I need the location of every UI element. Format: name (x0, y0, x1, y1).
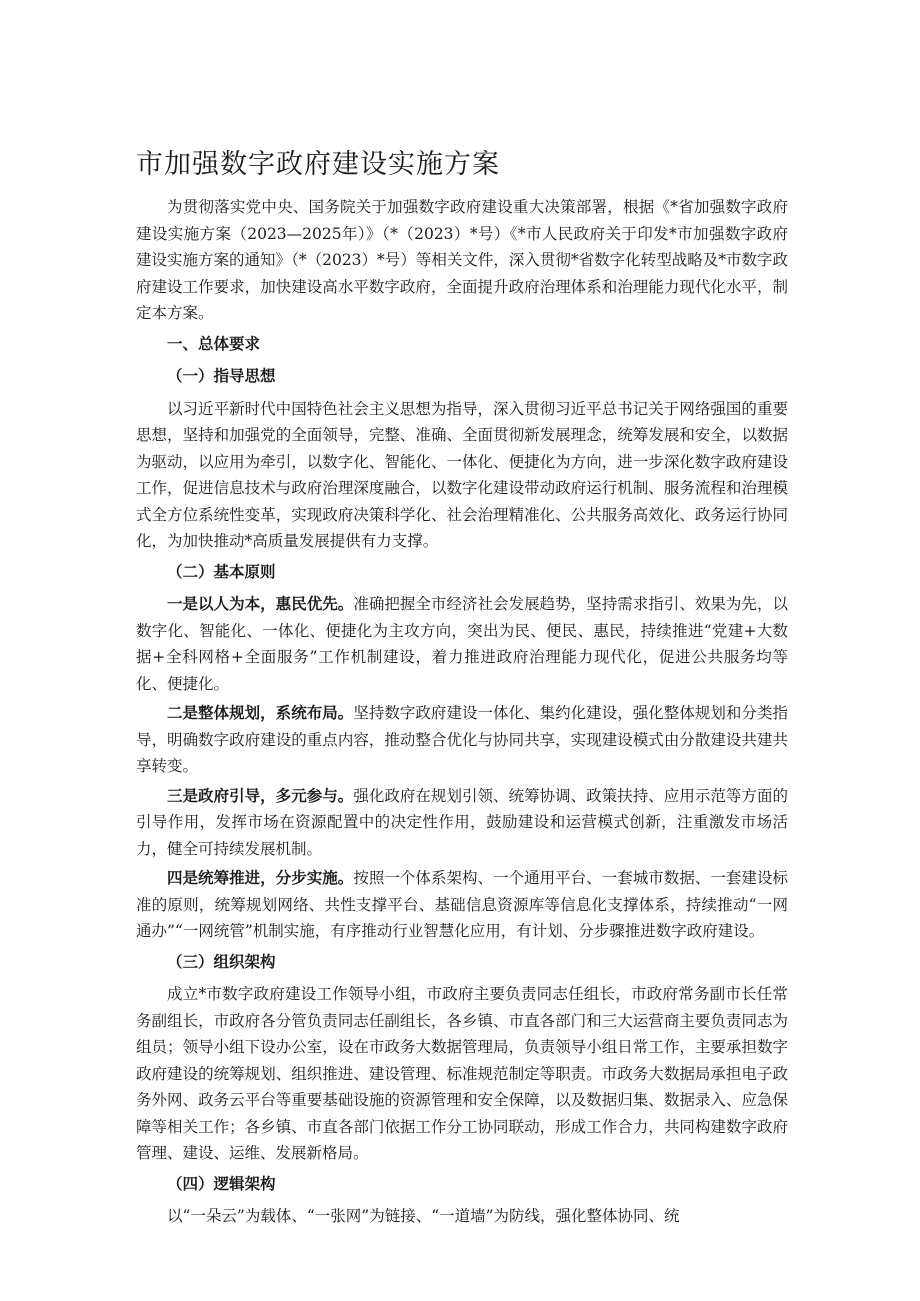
principle-lead: 四是统筹推进，分步实施。 (167, 869, 354, 887)
intro-paragraph: 为贯彻落实党中央、国务院关于加强数字政府建设重大决策部署，根据《*省加强数字政府建设实施方案（2023—2025年）》（*（2023）*号）《*市人民政府关于印发*市加强数字政府建设实施方案的通知》（*（2023）*号）等相关文件，深入贯彻*省数字化转型战略及*市数字政府建设工作要求，加快建设高水平数字政府，全面提升政府治理体系和治理能力现代化水平，制定本方案。 (136, 198, 788, 322)
subsection-heading-organization: （三）组织架构 (167, 952, 276, 971)
principle-text: 准确把握全市经济社会发展趋势，坚持需求指引、效果为先，以数字化、智能化、一体化、便捷化为主攻方向，突出为民、便民、惠民，持续推进“党建+大数据+全科网格+全面服务”工作机制建设，着力推进政府治理能力现代化，促进公共服务均等化、便捷化。 (136, 595, 788, 693)
principle-text: 强化政府在规划引领、统筹协调、政策扶持、应用示范等方面的引导作用，发挥市场在资源配置中的决定性作用，鼓励建设和运营模式创新，注重激发市场活力，健全可持续发展机制。 (136, 786, 788, 858)
organization-paragraph: 成立*市数字政府建设工作领导小组，市政府主要负责同志任组长，市政府常务副市长任常务副组长，市政府各分管负责同志任副组长，各乡镇、市直各部门和三大运营商主要负责同志为组员；领导小组下设办公室，设在市政务大数据管理局，负责领导小组日常工作，主要承担数字政府建设的统筹规划、组织推进、建设管理、标准规范制定等职责。市政务大数据局承担电子政务外网、政务云平台等重要基础设施的资源管理和安全保障，以及数据归集、数据录入、应急保障等相关工作；各乡镇、市直各部门依据工作分工协同联动，形成工作合力，共同构建数字政府管理、建设、运维、发展新格局。 (136, 985, 788, 1162)
document-title: 市加强数字政府建设实施方案 (136, 149, 500, 180)
subsection-heading-logic: （四）逻辑架构 (167, 1174, 276, 1193)
principle-paragraph (136, 865, 788, 945)
principle-lead: 一是以人为本，惠民优先。 (167, 595, 354, 613)
subsection-heading-guiding: （一）指导思想 (167, 367, 276, 385)
principle-paragraph (136, 591, 788, 697)
logic-paragraph: 以“一朵云”为载体、“一张网”为链接、“一道墙”为防线，强化整体协同、统 (167, 1207, 680, 1225)
principle-paragraph (136, 783, 788, 863)
principle-text: 按照一个体系架构、一个通用平台、一套城市数据、一套建设标准的原则，统筹规划网络、共性支撑平台、基础信息资源库等信息化支撑体系，持续推动“一网通办”“一网统管”机制实施，有序推动行业智慧化应用，有计划、分步骤推进数字政府建设。 (136, 869, 788, 940)
guiding-paragraph: 以习近平新时代中国特色社会主义思想为指导，深入贯彻习近平总书记关于网络强国的重要思想，坚持和加强党的全面领导，完整、准确、全面贯彻新发展理念，统筹发展和安全，以数据为驱动，以应用为牵引，以数字化、智能化、一体化、便捷化为方向，进一步深化数字政府建设工作，促进信息技术与政府治理深度融合，以数字化建设带动政府运行机制、服务流程和治理模式全方位系统性变革，实现政府决策科学化、社会治理精准化、公共服务高效化、政务运行协同化，为加快推动*高质量发展提供有力支撑。 (136, 399, 788, 550)
principle-paragraph (136, 700, 788, 780)
section-heading-general: 一、总体要求 (167, 334, 261, 353)
document-body (136, 194, 788, 1233)
principle-text: 坚持数字政府建设一体化、集约化建设，强化整体规划和分类指导，明确数字政府建设的重点内容，推动整合优化与协同共享，实现建设模式由分散建设共建共享转变。 (136, 704, 788, 775)
subsection-heading-principles: （二）基本原则 (167, 562, 276, 581)
principle-lead: 三是政府引导，多元参与。 (167, 786, 354, 805)
principle-lead: 二是整体规划，系统布局。 (167, 704, 354, 722)
